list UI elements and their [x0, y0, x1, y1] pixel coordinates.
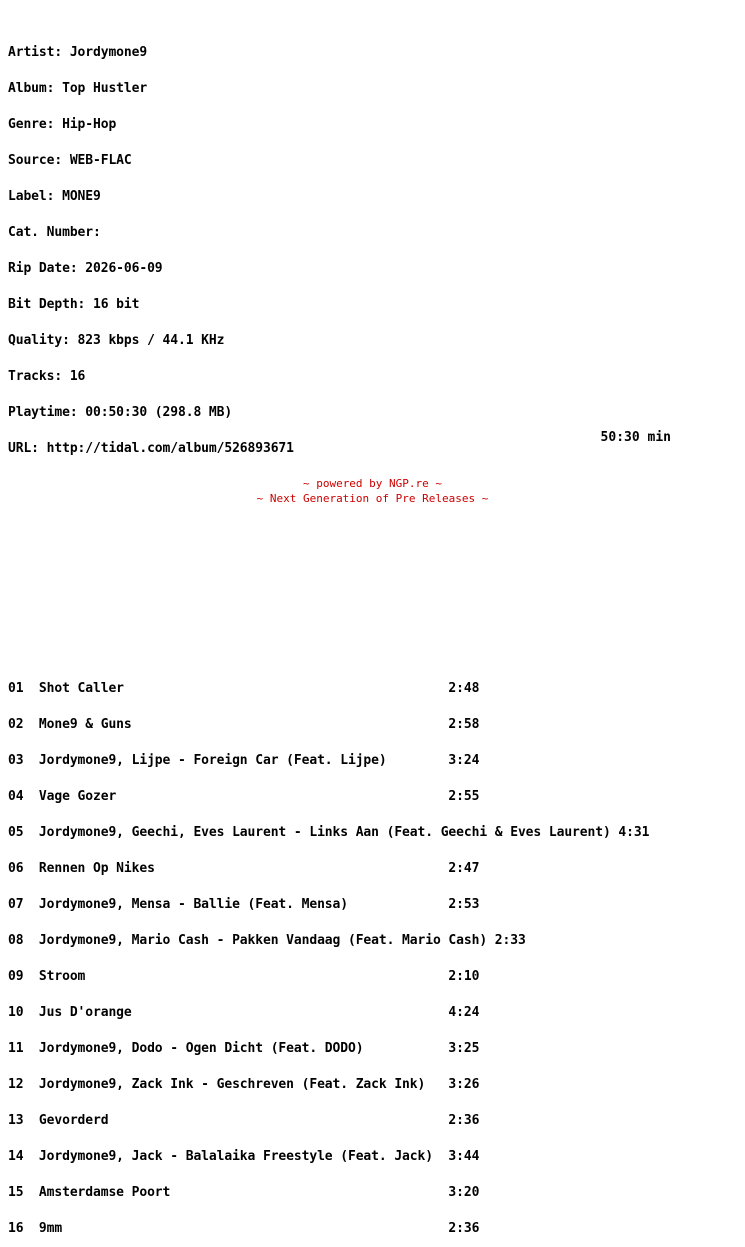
footer-tagline: ~ Next Generation of Pre Releases ~: [256, 492, 489, 505]
nfo-text: [8, 23, 649, 1247]
track-row: 11 Jordymone9, Dodo - Ogen Dicht (Feat. DODO) 3:25: [8, 1041, 480, 1056]
track-row: 05 Jordymone9, Geechi, Eves Laurent - Links Aan (Feat. Geechi & Eves Laurent) 4:31: [8, 825, 650, 840]
track-row: 02 Mone9 & Guns 2:58: [8, 717, 480, 732]
track-row: 08 Jordymone9, Mario Cash - Pakken Vandaag (Feat. Mario Cash) 2:33: [8, 933, 526, 948]
source-line: Source: WEB-FLAC: [8, 153, 132, 168]
track-row: 09 Stroom 2:10: [8, 969, 480, 984]
artist-line: Artist: Jordymone9: [8, 45, 148, 60]
track-row: 01 Shot Caller 2:48: [8, 681, 480, 696]
url-line: URL: http://tidal.com/album/526893671: [8, 441, 294, 456]
genre-line: Genre: Hip-Hop: [8, 117, 117, 132]
rip-date-line: Rip Date: 2026-06-09: [8, 261, 163, 276]
track-row: 04 Vage Gozer 2:55: [8, 789, 480, 804]
track-row: 14 Jordymone9, Jack - Balalaika Freestyle (Feat. Jack) 3:44: [8, 1149, 480, 1164]
track-row: 13 Gevorderd 2:36: [8, 1113, 480, 1128]
album-line: Album: Top Hustler: [8, 81, 148, 96]
playtime-line: Playtime: 00:50:30 (298.8 MB): [8, 405, 233, 420]
footer-powered-by: ~ powered by NGP.re ~: [302, 477, 443, 490]
label-line: Label: MONE9: [8, 189, 101, 204]
tracks-line: Tracks: 16: [8, 369, 86, 384]
track-row: 03 Jordymone9, Lijpe - Foreign Car (Feat. Lijpe) 3:24: [8, 753, 480, 768]
track-row: 15 Amsterdamse Poort 3:20: [8, 1185, 480, 1200]
quality-line: Quality: 823 kbps / 44.1 KHz: [8, 333, 225, 348]
total-playtime: 50:30 min: [600, 430, 671, 445]
track-row: 10 Jus D'orange 4:24: [8, 1005, 480, 1020]
bit-depth-line: Bit Depth: 16 bit: [8, 297, 140, 312]
track-row: 16 9mm 2:36: [8, 1221, 480, 1236]
track-row: 07 Jordymone9, Mensa - Ballie (Feat. Mensa) 2:53: [8, 897, 480, 912]
track-row: 06 Rennen Op Nikes 2:47: [8, 861, 480, 876]
cat-number-line: Cat. Number:: [8, 225, 101, 240]
track-row: 12 Jordymone9, Zack Ink - Geschreven (Feat. Zack Ink) 3:26: [8, 1077, 480, 1092]
